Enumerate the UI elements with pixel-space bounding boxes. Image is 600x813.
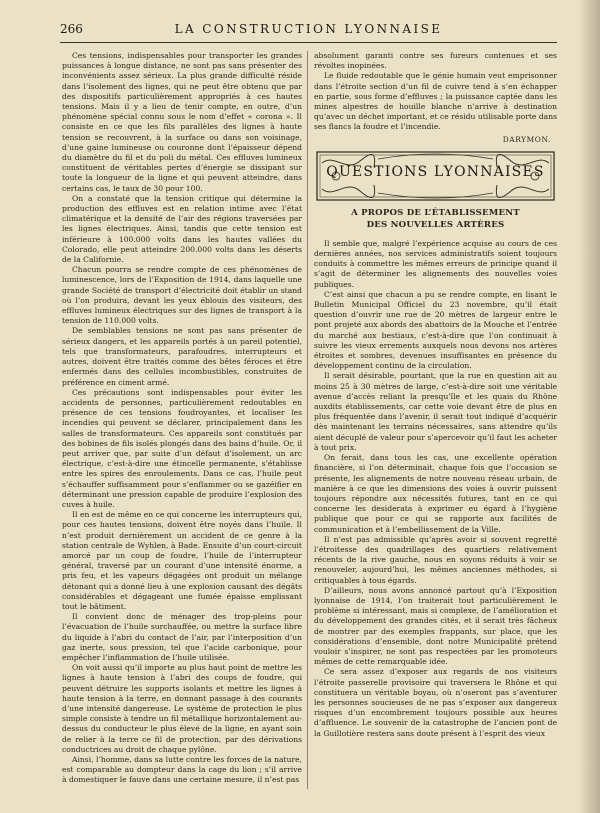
section-banner [316, 151, 555, 201]
section-heading [314, 207, 557, 231]
author-signature: DARYMON. [502, 134, 551, 144]
paragraph: Ces précautions sont indispensables pour éviter les accidents de personnes, particulièrement redoutables en présence de ces tensions foudroyantes, et localiser les incendies qui peuvent se déclarer, principalement dans les salles de transformateurs. Ces appareils sont constitués par des bobines de fils isolés plongés dans des bains d’huile. Or, il peut arriver que, par suite d’un défaut d’isolement, un arc électrique, c’est-à-dire une étincelle permanente, s’établisse entre les spires des enroulements. Dans ce cas, l’huile peut s’échauffer suffisamment pour s’enflammer ou se gazéifier en déterminant une pression capable de produire l’explosion des cuves à huile. [62, 387, 302, 509]
paragraph: Le fluide redoutable que le génie humain veut emprisonner dans l’étroite section d’un fil de cuivre tend à s’en échapper en partie, sous forme d’effluves ; la puissance captée dans les mines alpestres de houille blanche n’arrive à destination qu’avec un déchet important, et ce résidu utilisable porte dans ses flancs la foudre et l’incendie. [314, 71, 557, 132]
paragraph: Il n’est pas admissible qu’après avoir si souvent regretté l’étroitesse des quadrillages des quartiers relativement récents de la rive gauche, nous en soyons réduits à voir se renouveler, aujourd’hui, les mêmes anciennes méthodes, si critiquables à tous égards. [314, 534, 557, 585]
header-rule [60, 42, 557, 43]
paragraph: Ce sera assez d’exposer aux regards de nos visiteurs l’étroite passerelle provisoire qui traversera le Rhône et qui constituera un véritable boyau, où n’oseront pas s’aventurer les personnes soucieuses de ne pas s’exposer aux dangereux risques d’un encombrement toujours possible aux heures d’affluence. Le souvenir de la catastrophe de l’ancien pont de la Guillotière restera sans doute présent à l’esprit des vieux [314, 667, 557, 738]
paragraph: Chacun pourra se rendre compte de ces phénomènes de luminescence, lors de l’Exposition de 1914, dans laquelle une grande Société de transport d’électricité doit établir un stand où l’on produira, devant les yeux éblouis des visiteurs, des effluves lumineux électriques sur des lignes de transport à la tension de 110.000 volts. [62, 265, 302, 326]
section-heading-line: DES NOUVELLES ARTÈRES [366, 219, 505, 230]
paragraph: On a constaté que la tension critique qui détermine la production des effluves est en relation intime avec l’état climatérique et la densité de l’air des régions traversées par les lignes électriques. Ainsi, tandis que cette tension est inférieure à 100.000 volts dans les hautes vallées du Colorado, elle peut atteindre 200.000 volts dans les déserts de la Californie. [62, 193, 302, 265]
page-number: 266 [60, 22, 83, 36]
journal-title: LA CONSTRUCTION LYONNAISE [174, 22, 443, 36]
left-column [62, 51, 302, 791]
paragraph: On voit aussi qu’il importe au plus haut point de mettre les lignes à haute tension à l’abri des coups de foudre, qui peuvent détruire les supports isolants et mettre les lignes à haute tension à la terre, en donnant passage à des courants d’une intensité dangereuse. Le système de protection le plus simple consiste à tendre un fil métallique horizontalement au-dessus du conducteur le plus élevé de la ligne, en ayant soin de relier à la terre ce fil de protection, par des dérivations conductrices au droit de chaque pylône. [62, 663, 302, 754]
paragraph: Il semble que, malgré l’expérience acquise au cours de ces dernières années, nos services administratifs soient toujours conduits à commettre les mêmes erreurs de principe quand il s’agit de déterminer les alignements des nouvelles voies publiques. [314, 238, 557, 289]
section-heading-line: A PROPOS DE L’ÉTABLISSEMENT [351, 207, 520, 218]
paragraph: D’ailleurs, nous avons annoncé partout qu’à l’Exposition lyonnaise de 1914, l’on traiterait tout particulièrement le problème si intéressant, mais si complexe, de l’amélioration et du développement des grandes cités, et il serait très fâcheux de montrer par des exemples frappants, sur place, que les considérations d’ensemble, dont notre Municipalité prétend vouloir s’inspirer, ne sont pas respectées par les promoteurs mêmes de cette remarquable idée. [314, 585, 557, 667]
paragraph: C’est ainsi que chacun a pu se rendre compte, en lisant le Bulletin Municipal Officiel du 23 novembre, qu’il était question d’ouvrir une rue de 20 mètres de largeur entre le pont projeté aux abords des abattoirs de la Mouche et l’entrée du marché aux bestiaux, c’est-à-dire que l’on continuait à suivre les vieux errements auxquels nous devons nos artères étroites et sombres, devenues insuffisantes en présence du développement continu de la circulation. [314, 289, 557, 371]
running-header [60, 22, 557, 38]
paragraph: Il convient donc de ménager des trop-pleins pour l’évacuation de l’huile surchauffée, ou mettre la surface libre du liquide à l’abri du contact de l’air, par l’interposition d’un gaz inerte, sous pression, tel que l’acide carbonique, pour empêcher l’inflammation de l’huile utilisée. [62, 612, 302, 662]
banner-title: QUESTIONS LYONNAISES [326, 163, 545, 180]
paragraph: Il en est de même en ce qui concerne les interrupteurs qui, pour ces hautes tensions, doivent être noyés dans l’huile. Il n’est produit dernièrement un accident de ce genre à la station centrale de Wyhlen, à Bade. Ensuite d’un court-circuit amorcé par un coup de foudre, l’huile de l’interrupteur général, traversé par un courant d’une intensité énorme, a pris feu, et les vapeurs dégagées ont produit un mélange détonant qui a donné lieu à une explosion causant des dégâts considérables et dégageant une fumée épaisse emplissant tout le bâtiment. [62, 510, 302, 611]
paragraph: Ainsi, l’homme, dans sa lutte contre les forces de la nature, est comparable au dompteur dans la cage du lion ; s’il arrive à domestiquer le fauve dans une certaine mesure, il n’est pas [62, 755, 302, 785]
paragraph: Il serait désirable, pourtant, que la rue en question ait au moins 25 à 30 mètres de large, c’est-à-dire soit une véritable avenue d’accès reliant la presqu’île et les quais du Rhône auxdits établissements, car cette voie devant être de plus en plus fréquentée dans l’avenir, il serait tout indiqué d’acquérir dès maintenant les terrains nécessaires, sans attendre qu’ils aient décuplé de valeur pour s’apercevoir qu’il faut les acheter à tout prix. [314, 371, 557, 452]
paragraph: absolument garanti contre ses fureurs contenues et ses révoltes inopinées. [314, 51, 557, 71]
right-column [314, 51, 557, 791]
column-divider [307, 51, 308, 789]
paragraph: De semblables tensions ne sont pas sans présenter de sérieux dangers, et les appareils portés à un pareil potentiel, tels que transformateurs, parafoudres, interrupteurs et autres, doivent être traités comme des bêtes féroces et être enfermés dans des cellules incombustibles, construites de préférence en ciment armé. [62, 326, 302, 387]
spine-shadow [578, 0, 600, 813]
paragraph: Ces tensions, indispensables pour transporter les grandes puissances à longue distance, ne sont pas sans présenter des inconvénients assez sérieux. La plus grande difficulté réside dans l’isolement des lignes, qui ne peut être obtenu que par des dispositifs particulièrement appropriés à ces hautes tensions. Mais il y a lieu de tenir compte, en outre, d’un phénomène spécial connu sous le nom d’effet « corona ». Il consiste en ce que les fils parallèles des lignes à haute tension se recouvrent, à la surface ou dans son voisinage, d’une gaine lumineuse ou couronne dont l’épaisseur dépend du diamètre du fil et du poli du métal. Ces effluves lumineux constituent de véritables pertes d’énergie se dissipant sur toute la longueur de la ligne et qui peuvent atteindre, dans certains cas, le taux de 30 pour 100. [62, 51, 302, 193]
paragraph: On ferait, dans tous les cas, une excellente opération financière, si l’on déterminait, chaque fois que l’occasion se présente, les alignements de notre nouveau réseau urbain, de manière à ce que les dimensions des voies à ouvrir puissent toujours répondre aux nécessités futures, tant en ce qui concerne les desiderata à exprimer eu égard à l’hygiène publique que pour ce qui se rapporte aux facilités de communication et à l’embellissement de la Ville. [314, 453, 557, 534]
